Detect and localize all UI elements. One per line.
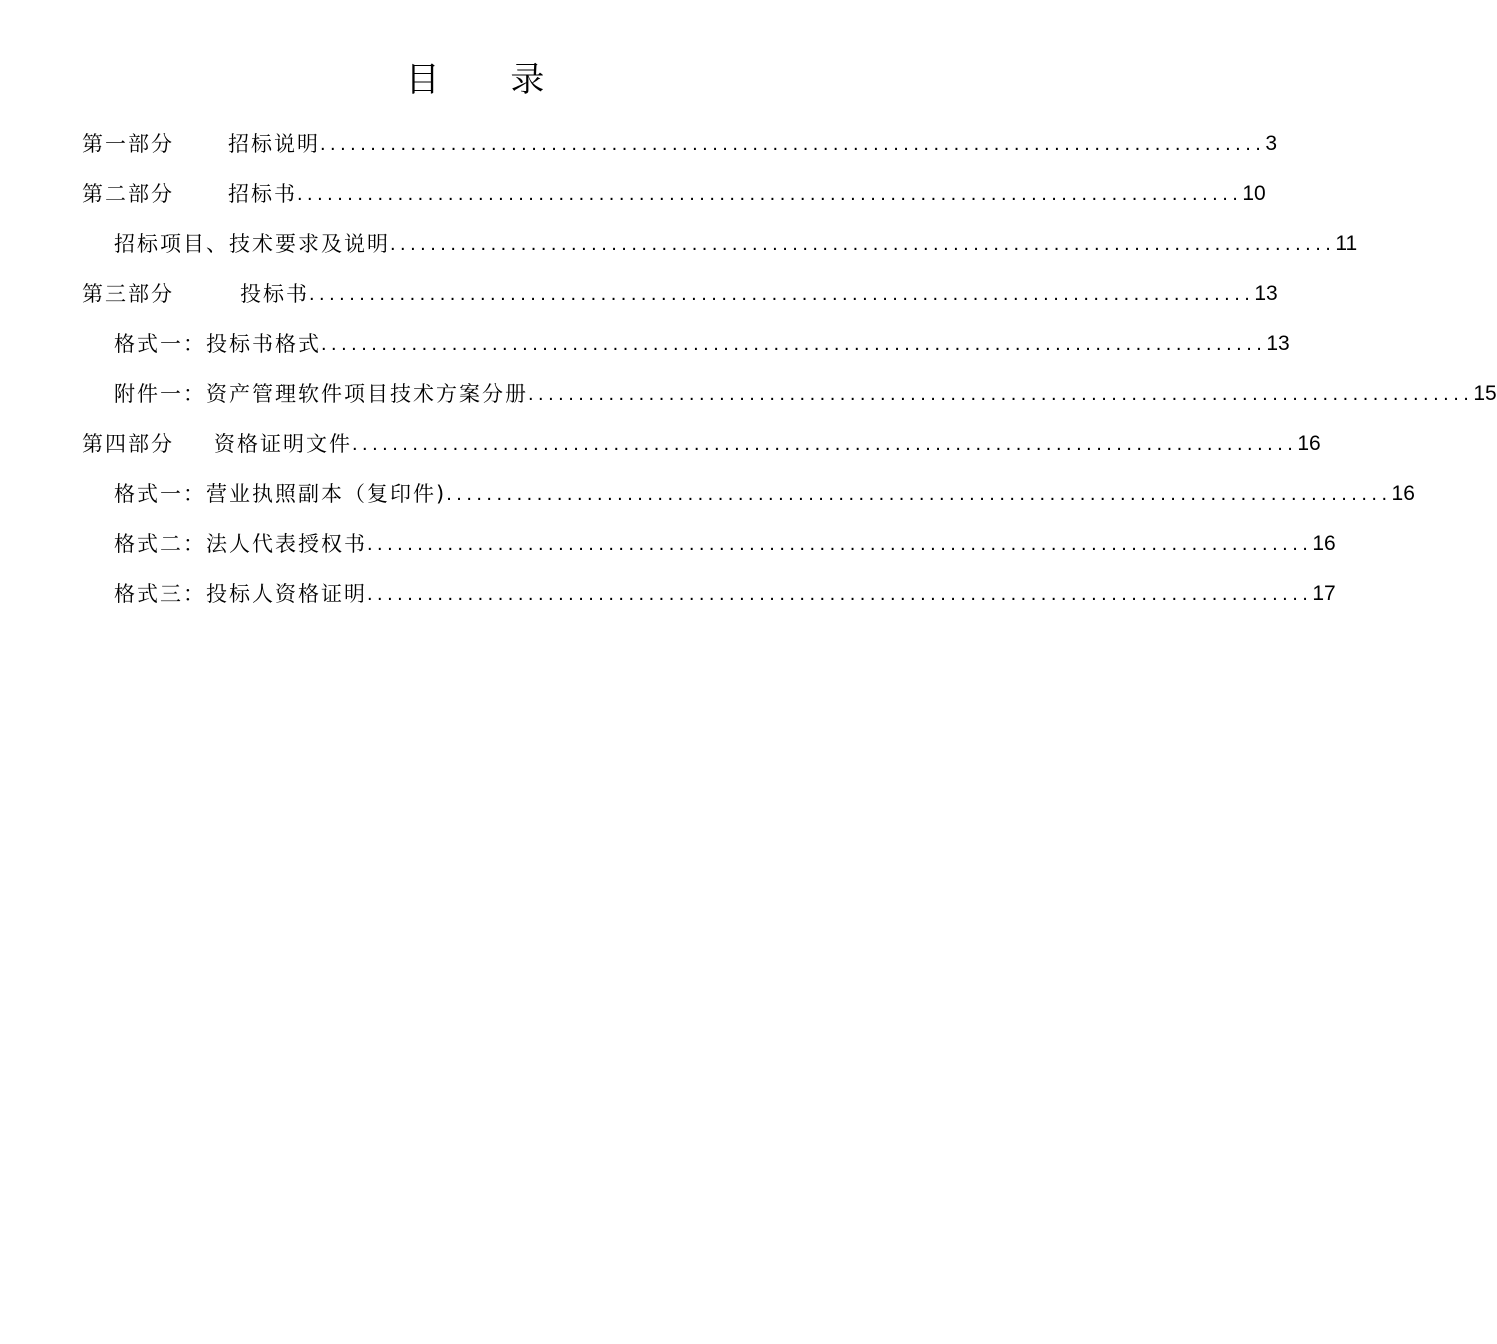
toc-dot-leader: ..............................................................................................: [528, 383, 1474, 405]
toc-title: 目 录: [405, 60, 575, 100]
toc-entry[interactable]: [114, 574, 1336, 614]
toc-entry[interactable]: [114, 474, 1415, 514]
toc-dot-leader: ..............................................................................................: [367, 533, 1313, 555]
toc-section-title: 投标书: [240, 282, 309, 306]
toc-page-number: 3: [1265, 132, 1278, 155]
toc-section-title: 格式二：法人代表授权书: [114, 532, 367, 556]
toc-entry[interactable]: [114, 224, 1358, 264]
toc-section-title: 附件一：资产管理软件项目技术方案分册: [114, 382, 528, 406]
toc-entry-label: [82, 174, 297, 214]
toc-section-title: 格式一：营业执照副本（复印件): [114, 482, 447, 506]
toc-entry[interactable]: [82, 174, 1266, 214]
toc-page-number: 10: [1242, 182, 1266, 205]
toc-section-title: 招标说明: [228, 132, 320, 156]
toc-page-number: 13: [1254, 282, 1278, 305]
toc-section-title: 资格证明文件: [214, 432, 352, 456]
toc-entry-label: [82, 124, 320, 164]
toc-page-number: 15: [1473, 382, 1497, 405]
toc-part-label: 第一部分: [82, 132, 174, 156]
toc-page-number: 11: [1335, 232, 1358, 255]
toc-section-title: 招标书: [228, 182, 297, 206]
toc-section-title: 格式一：投标书格式: [114, 332, 321, 356]
toc-page-number: 16: [1391, 482, 1415, 505]
toc-part-label: 第四部分: [82, 432, 174, 456]
toc-entry[interactable]: [114, 324, 1290, 364]
toc-page-number: 17: [1312, 582, 1336, 605]
toc-entry-label: [82, 424, 352, 464]
toc-page-number: 16: [1312, 532, 1336, 555]
toc-entry[interactable]: [82, 274, 1278, 314]
toc-dot-leader: ..............................................................................................: [367, 583, 1313, 605]
toc-dot-leader: ..............................................................................................: [321, 333, 1267, 355]
toc-part-label: 第二部分: [82, 182, 174, 206]
toc-dot-leader: ..............................................................................................: [320, 133, 1266, 155]
toc-entry[interactable]: [114, 374, 1497, 414]
toc-page-number: 16: [1297, 432, 1321, 455]
toc-dot-leader: ..............................................................................................: [390, 233, 1336, 255]
toc-entry[interactable]: [82, 124, 1278, 164]
toc-section-title: 招标项目、技术要求及说明: [114, 232, 390, 256]
toc-dot-leader: ..............................................................................................: [446, 483, 1392, 505]
toc-dot-leader: ..............................................................................................: [309, 283, 1255, 305]
toc-page-number: 13: [1266, 332, 1290, 355]
toc-entry[interactable]: [114, 524, 1336, 564]
toc-dot-leader: ..............................................................................................: [297, 183, 1243, 205]
toc-section-title: 格式三：投标人资格证明: [114, 582, 367, 606]
toc-part-label: 第三部分: [82, 282, 174, 306]
toc-entry[interactable]: [82, 424, 1321, 464]
toc-entry-label: [82, 274, 309, 314]
toc-dot-leader: ..............................................................................................: [352, 433, 1298, 455]
